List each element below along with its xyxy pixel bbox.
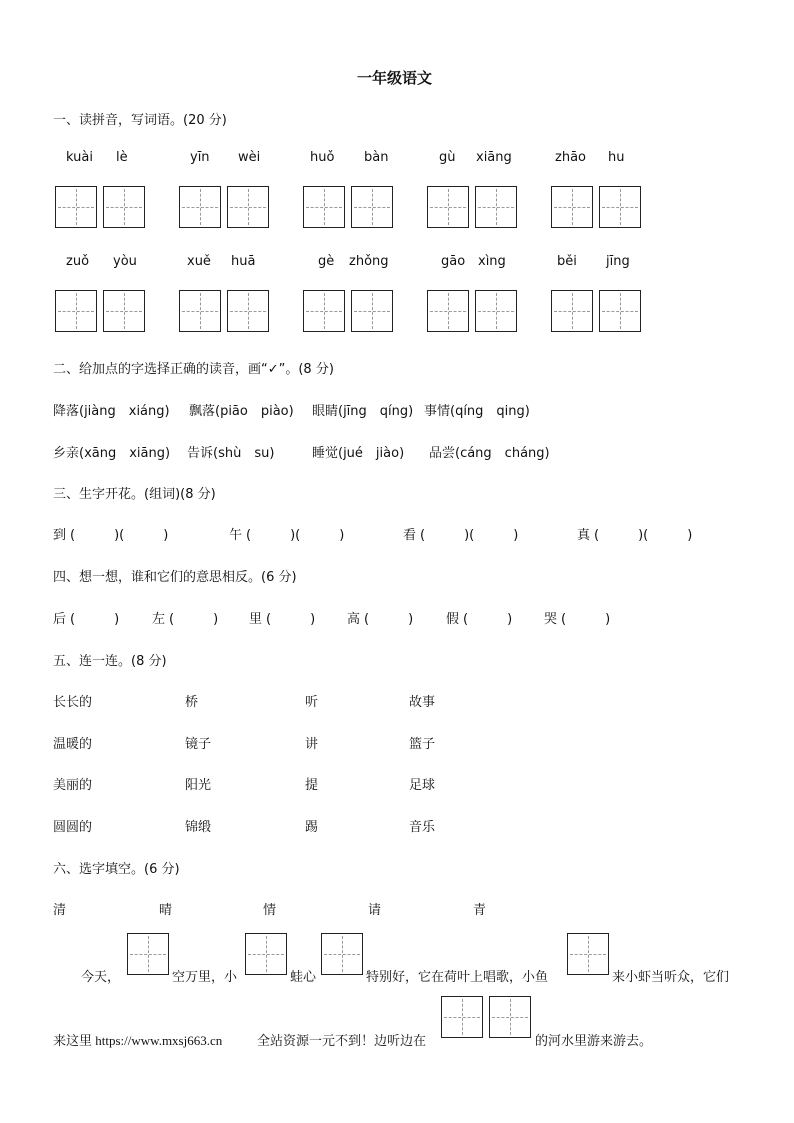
pinyin: kuài xyxy=(66,150,93,165)
pinyin: yīn xyxy=(190,150,210,165)
match-item[interactable]: 讲 xyxy=(305,737,319,752)
antonym-blank[interactable]: ( ) xyxy=(266,612,316,627)
fill-box[interactable] xyxy=(127,933,169,975)
antonym-char: 高 xyxy=(347,612,361,627)
match-item[interactable]: 锦缎 xyxy=(185,820,212,835)
antonym-blank[interactable]: ( ) xyxy=(561,612,611,627)
pinyin: běi xyxy=(557,254,577,269)
reading-choice[interactable]: 告诉(shù su) xyxy=(187,446,275,461)
pinyin: jīng xyxy=(606,254,630,269)
writing-box[interactable] xyxy=(551,290,593,332)
word-blank[interactable]: ( )( ) xyxy=(594,528,693,543)
match-item[interactable]: 美丽的 xyxy=(53,778,93,793)
passage-text: 来这里 https://www.mxsj663.cn xyxy=(53,1033,223,1048)
word-blank[interactable]: ( )( ) xyxy=(246,528,345,543)
passage-text: 的河水里游来游去。 xyxy=(535,1034,653,1049)
writing-box[interactable] xyxy=(179,186,221,228)
fill-box[interactable] xyxy=(321,933,363,975)
writing-box[interactable] xyxy=(351,290,393,332)
option-char: 青 xyxy=(473,903,487,918)
option-char: 清 xyxy=(53,903,67,918)
antonym-blank[interactable]: ( ) xyxy=(169,612,219,627)
pinyin: zhǒng xyxy=(349,254,389,269)
passage-text: 蛙心 xyxy=(290,970,317,985)
writing-box[interactable] xyxy=(103,290,145,332)
reading-choice[interactable]: 飘落(piāo piào) xyxy=(189,404,294,419)
writing-box[interactable] xyxy=(599,290,641,332)
writing-box[interactable] xyxy=(599,186,641,228)
pinyin: wèi xyxy=(238,150,261,165)
writing-box[interactable] xyxy=(351,186,393,228)
reading-choice[interactable]: 品尝(cáng cháng) xyxy=(429,446,550,461)
section-2-heading: 二、给加点的字选择正确的读音，画“✓”。(8 分) xyxy=(53,362,334,377)
antonym-char: 假 xyxy=(446,612,460,627)
reading-choice[interactable]: 眼睛(jīng qíng) xyxy=(312,404,414,419)
writing-box[interactable] xyxy=(227,290,269,332)
fill-box[interactable] xyxy=(245,933,287,975)
option-char: 请 xyxy=(368,903,382,918)
section-4-heading: 四、想一想，谁和它们的意思相反。(6 分) xyxy=(53,570,297,585)
writing-box[interactable] xyxy=(179,290,221,332)
match-item[interactable]: 桥 xyxy=(185,695,199,710)
match-item[interactable]: 听 xyxy=(305,695,319,710)
pinyin: lè xyxy=(116,150,128,165)
passage-text: 今天， xyxy=(81,970,121,985)
passage-text: 来小虾当听众，它们 xyxy=(612,970,730,985)
pinyin: hu xyxy=(608,150,625,165)
writing-box[interactable] xyxy=(227,186,269,228)
writing-box[interactable] xyxy=(475,290,517,332)
flower-char: 午 xyxy=(229,528,243,543)
pinyin: gù xyxy=(439,150,456,165)
reading-choice[interactable]: 降落(jiàng xiáng) xyxy=(53,404,170,419)
fill-box[interactable] xyxy=(489,996,531,1038)
writing-box[interactable] xyxy=(427,186,469,228)
fill-box[interactable] xyxy=(441,996,483,1038)
writing-box[interactable] xyxy=(55,186,97,228)
writing-box[interactable] xyxy=(103,186,145,228)
match-item[interactable]: 故事 xyxy=(409,695,436,710)
page-title: 一年级语文 xyxy=(357,69,433,87)
match-item[interactable]: 提 xyxy=(305,778,319,793)
match-item[interactable]: 长长的 xyxy=(53,695,93,710)
writing-box[interactable] xyxy=(475,186,517,228)
antonym-blank[interactable]: ( ) xyxy=(364,612,414,627)
pinyin: xìng xyxy=(478,254,506,269)
match-item[interactable]: 足球 xyxy=(409,778,436,793)
pinyin: bàn xyxy=(364,150,389,165)
flower-char: 真 xyxy=(577,528,591,543)
match-item[interactable]: 圆圆的 xyxy=(53,820,93,835)
reading-choice[interactable]: 事情(qíng qing) xyxy=(424,404,530,419)
antonym-char: 后 xyxy=(53,612,67,627)
antonym-char: 哭 xyxy=(544,612,558,627)
writing-box[interactable] xyxy=(551,186,593,228)
pinyin: xiāng xyxy=(476,150,512,165)
passage-text: 全站资源一元不到！边听边在 xyxy=(257,1034,427,1049)
antonym-char: 里 xyxy=(249,612,263,627)
match-item[interactable]: 篮子 xyxy=(409,737,436,752)
fill-box[interactable] xyxy=(567,933,609,975)
option-char: 情 xyxy=(263,903,277,918)
writing-box[interactable] xyxy=(55,290,97,332)
pinyin: xuě xyxy=(187,254,211,269)
pinyin: yòu xyxy=(113,254,137,269)
match-item[interactable]: 阳光 xyxy=(185,778,212,793)
writing-box[interactable] xyxy=(303,186,345,228)
antonym-char: 左 xyxy=(152,612,166,627)
section-3-heading: 三、生字开花。(组词)(8 分) xyxy=(53,487,216,502)
writing-box[interactable] xyxy=(427,290,469,332)
section-6-heading: 六、选字填空。(6 分) xyxy=(53,862,180,877)
option-char: 晴 xyxy=(159,903,173,918)
pinyin: gè xyxy=(318,254,335,269)
antonym-blank[interactable]: ( ) xyxy=(463,612,513,627)
passage-text: 空万里，小 xyxy=(172,970,238,985)
writing-box[interactable] xyxy=(303,290,345,332)
word-blank[interactable]: ( )( ) xyxy=(420,528,519,543)
match-item[interactable]: 音乐 xyxy=(409,820,436,835)
pinyin: zuǒ xyxy=(66,254,90,269)
match-item[interactable]: 镜子 xyxy=(185,737,212,752)
reading-choice[interactable]: 乡亲(xāng xiāng) xyxy=(53,446,171,461)
word-blank[interactable]: ( )( ) xyxy=(70,528,169,543)
passage-text: 特别好，它在荷叶上唱歌，小鱼 xyxy=(366,970,549,985)
antonym-blank[interactable]: ( ) xyxy=(70,612,120,627)
pinyin: huā xyxy=(231,254,256,269)
pinyin: huǒ xyxy=(310,150,335,165)
pinyin: zhāo xyxy=(555,150,586,165)
section-5-heading: 五、连一连。(8 分) xyxy=(53,654,167,669)
match-item[interactable]: 踢 xyxy=(305,820,319,835)
pinyin: gāo xyxy=(441,254,466,269)
section-1-heading: 一、读拼音，写词语。(20 分) xyxy=(53,113,227,128)
flower-char: 看 xyxy=(403,528,417,543)
reading-choice[interactable]: 睡觉(jué jiào) xyxy=(312,446,405,461)
match-item[interactable]: 温暖的 xyxy=(53,737,93,752)
flower-char: 到 xyxy=(53,528,67,543)
